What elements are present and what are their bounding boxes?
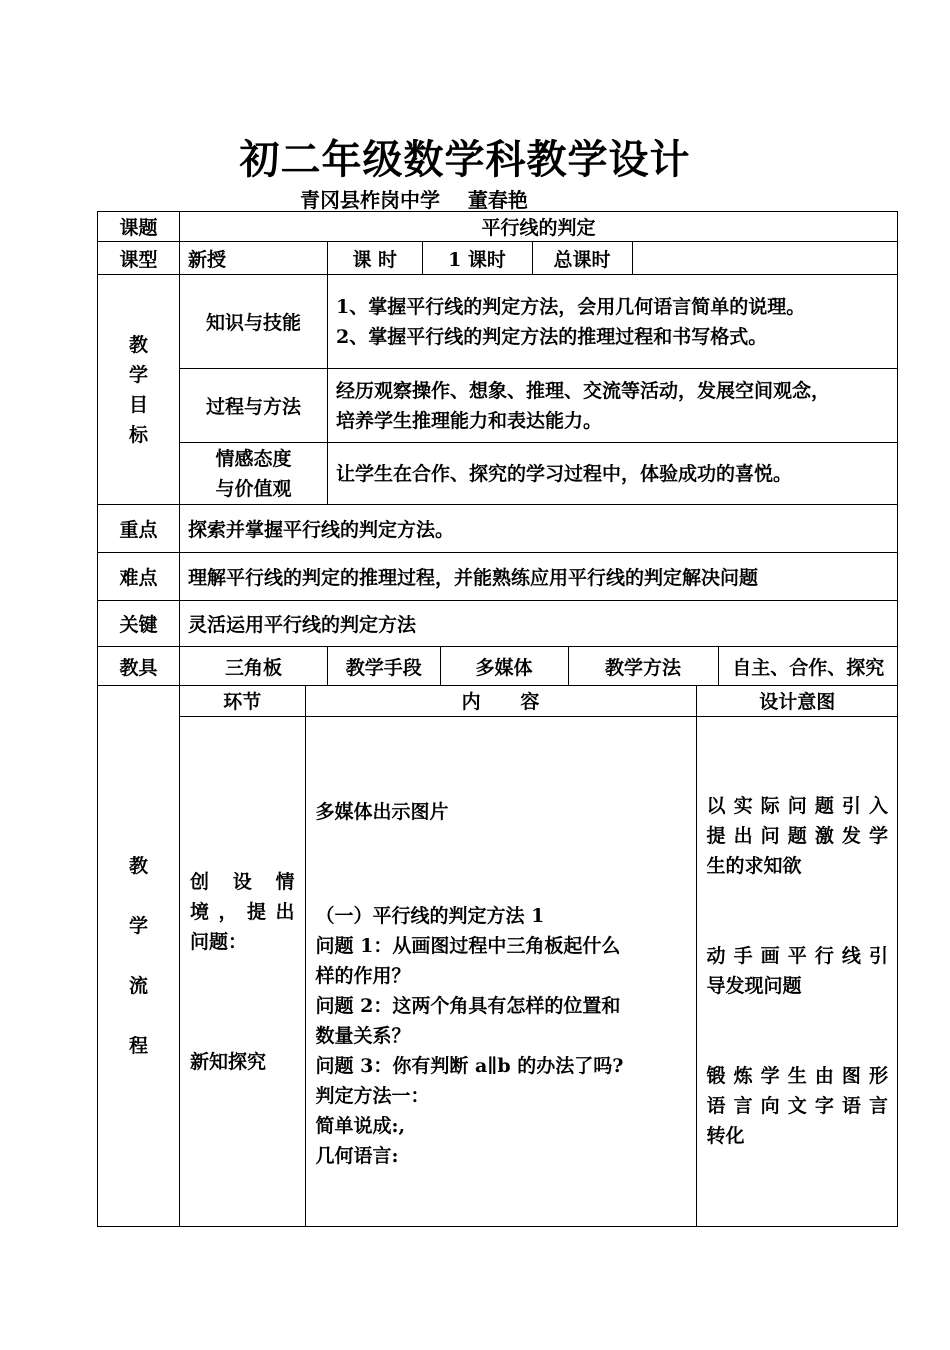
objective-knowledge-row (98, 275, 898, 369)
tools-value: 三角板 (180, 647, 328, 686)
type-label: 课型 (98, 242, 180, 275)
intent-column (696, 716, 898, 1226)
flow-table (180, 686, 898, 1226)
knowledge-text: 1、掌握平行线的判定方法，会用几何语言简单的说理。 2、掌握平行线的判定方法的推理过程和书写格式。 (328, 275, 898, 369)
flow-row (98, 686, 898, 1227)
page-title: 初二年级数学科教学设计 (239, 136, 691, 183)
hours-label: 课 时 (328, 242, 422, 274)
tools-label: 教具 (98, 647, 180, 686)
key-point-row (98, 505, 898, 553)
hours-value: 1 课时 (422, 242, 532, 274)
critical-value: 灵活运用平行线的判定方法 (180, 601, 898, 647)
knowledge-label: 知识与技能 (180, 275, 328, 369)
key-point-value: 探索并掌握平行线的判定方法。 (180, 505, 898, 553)
total-hours-label: 总课时 (532, 242, 632, 274)
tools-row (98, 647, 898, 686)
intent-1: 以实际问题引入 提出问题激发学 生的求知欲 (706, 795, 888, 878)
content-method: （一）平行线的判定方法 1 问题 1：从画图过程中三角板起什么 样的作用？ 问题 2：这两个角具有怎样的位置和 数量关系？ 问题 3：你有判断 a∥b 的办法了吗? 判定方法一： 简单说成:, 几何语言: (315, 905, 624, 1168)
objective-process-row (98, 369, 898, 443)
difficulty-value: 理解平行线的判定的推理过程，并能熟练应用平行线的判定解决问题 (180, 553, 898, 601)
lesson-plan-table (97, 211, 898, 1227)
difficulty-label: 难点 (98, 553, 180, 601)
content-column (305, 716, 696, 1226)
critical-row (98, 601, 898, 647)
stage-header: 环节 (180, 686, 305, 716)
objective-emotion-row (98, 443, 898, 505)
type-row (98, 242, 898, 275)
objectives-label: 教 学 目 标 (98, 275, 180, 505)
means-value: 多媒体 (440, 647, 568, 685)
topic-value: 平行线的判定 (180, 212, 898, 242)
means-label: 教学手段 (328, 647, 440, 685)
critical-label: 关键 (98, 601, 180, 647)
type-value: 新授 (180, 242, 328, 275)
stage-new-knowledge: 新知探究 (190, 1051, 267, 1074)
topic-row (98, 212, 898, 242)
total-hours-value (632, 242, 898, 274)
process-text: 经历观察操作、想象、推理、交流等活动，发展空间观念， 培养学生推理能力和表达能力。 (328, 369, 898, 443)
method-label: 教学方法 (568, 647, 718, 685)
intent-3: 锻炼学生由图形 语言向文字语言 转化 (706, 1065, 888, 1148)
stage-column: 创 设 情 境，提出 问题： 新知探究 (180, 716, 305, 1226)
content-header: 内 容 (305, 686, 696, 716)
key-point-label: 重点 (98, 505, 180, 553)
topic-label: 课题 (98, 212, 180, 242)
emotion-label: 情感态度 与价值观 (180, 443, 328, 505)
author-line: 青冈县柞岗中学 董春艳 (300, 188, 528, 212)
process-label: 过程与方法 (180, 369, 328, 443)
intent-header: 设计意图 (696, 686, 898, 716)
flow-label: 教 学 流 程 (98, 686, 180, 1227)
intent-2: 动手画平行线引 导发现问题 (706, 945, 888, 998)
emotion-text: 让学生在合作、探究的学习过程中，体验成功的喜悦。 (328, 443, 898, 505)
method-value: 自主、合作、探究 (718, 647, 898, 685)
difficulty-row (98, 553, 898, 601)
content-intro: 多媒体出示图片 (315, 801, 449, 824)
